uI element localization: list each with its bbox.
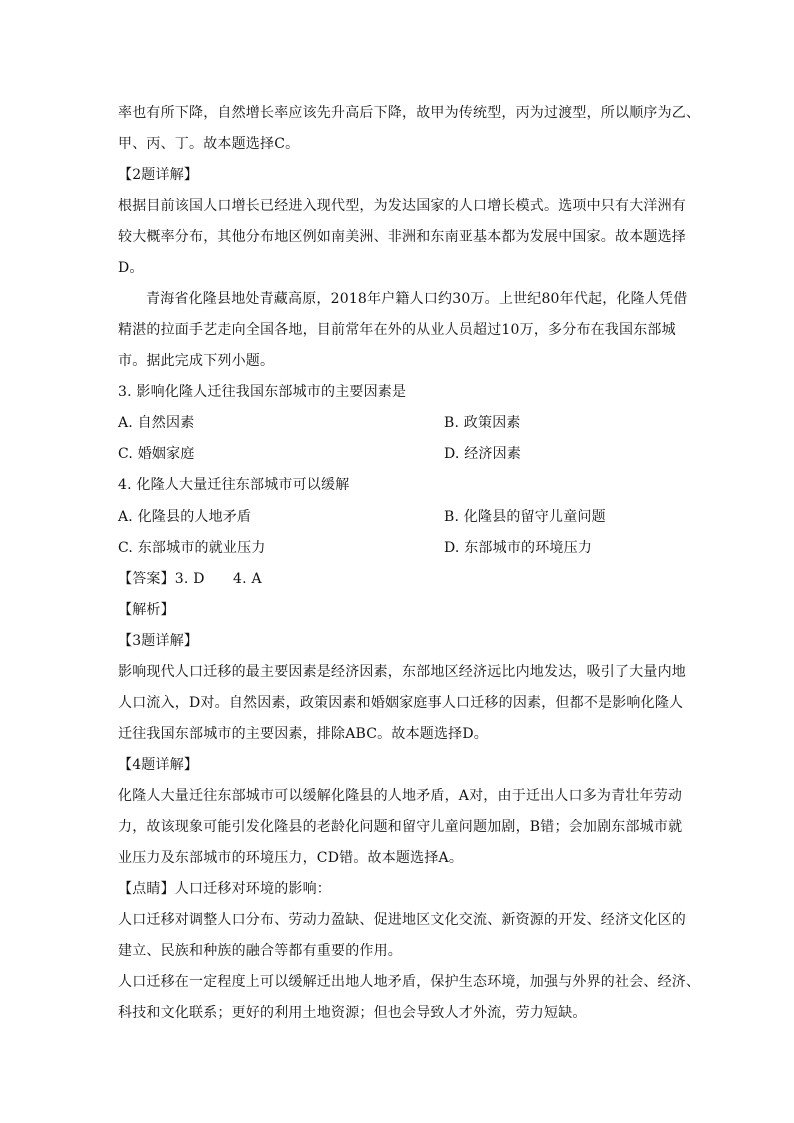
text-line: 化隆人大量迁往东部城市可以缓解化隆县的人地矛盾，A对，由于迁出人口多为青壮年劳动	[118, 788, 683, 804]
passage-line: 青海省化隆县地处青藏高原，2018年户籍人口约30万。上世纪80年代起，化隆人凭借	[146, 291, 688, 307]
text-line: 力，故该现象可能引发化隆县的老龄化问题和留守儿童问题加剧，B错；会加剧东部城市就	[118, 819, 683, 835]
text-line: 迁往我国东部城市的主要因素，排除ABC。故本题选择D。	[118, 726, 488, 742]
text-line: 影响现代人口迁移的最主要因素是经济因素，东部地区经济远比内地发达，吸引了大量内地	[118, 664, 686, 680]
text-line: D。	[118, 260, 144, 276]
q4-option-b: B. 化隆县的留守儿童问题	[444, 509, 606, 525]
section-heading-q4: 【4题详解】	[118, 757, 199, 773]
q4-option-d: D. 东部城市的环境压力	[444, 540, 593, 556]
text-line: 甲、丙、丁。故本题选择C。	[118, 136, 300, 152]
key-point-heading: 【点睛】人口迁移对环境的影响：	[118, 881, 331, 897]
text-line: 建立、民族和种族的融合等都有重要的作用。	[118, 943, 402, 959]
q3-option-b: B. 政策因素	[444, 415, 521, 431]
question-3: 3. 影响化隆人迁往我国东部城市的主要因素是	[118, 384, 407, 400]
passage-line: 市。据此完成下列小题。	[118, 353, 275, 369]
q4-option-c: C. 东部城市的就业压力	[118, 540, 266, 556]
text-line: 根据目前该国人口增长已经进入现代型，为发达国家的人口增长模式。选项中只有大洋洲有	[118, 198, 686, 214]
text-line: 人口迁移在一定程度上可以缓解迁出地人地矛盾，保护生态环境，加强与外界的社会、经济、	[118, 974, 701, 990]
question-4: 4. 化隆人大量迁往东部城市可以缓解	[118, 477, 350, 493]
section-heading-q3: 【3题详解】	[118, 633, 199, 649]
answer-line: 【答案】3. D 4. A	[118, 571, 262, 587]
text-line: 科技和文化联系；更好的利用土地资源；但也会导致人才外流，劳力短缺。	[118, 1005, 587, 1021]
text-line: 较大概率分布，其他分布地区例如南美洲、非洲和东南亚基本都为发展中国家。故本题选择	[118, 229, 686, 245]
text-line: 人口迁移对调整人口分布、劳动力盈缺、促进地区文化交流、新资源的开发、经济文化区的	[118, 912, 686, 928]
text-line: 业压力及东部城市的环境压力，CD错。故本题选择A。	[118, 850, 464, 866]
q4-option-a: A. 化隆县的人地矛盾	[118, 509, 252, 525]
text-line: 人口流入，D对。自然因素，政策因素和婚姻家庭事人口迁移的因素，但都不是影响化隆人	[118, 695, 684, 711]
passage-line: 精湛的拉面手艺走向全国各地，目前常年在外的从业人员超过10万，多分布在我国东部城	[118, 322, 676, 338]
q3-option-c: C. 婚姻家庭	[118, 446, 195, 462]
q3-option-a: A. 自然因素	[118, 415, 195, 431]
section-heading-q2: 【2题详解】	[118, 167, 199, 183]
analysis-heading: 【解析】	[118, 602, 175, 618]
q3-option-d: D. 经济因素	[444, 446, 522, 462]
text-line: 率也有所下降，自然增长率应该先升高后下降，故甲为传统型，丙为过渡型，所以顺序为乙、	[118, 105, 701, 121]
